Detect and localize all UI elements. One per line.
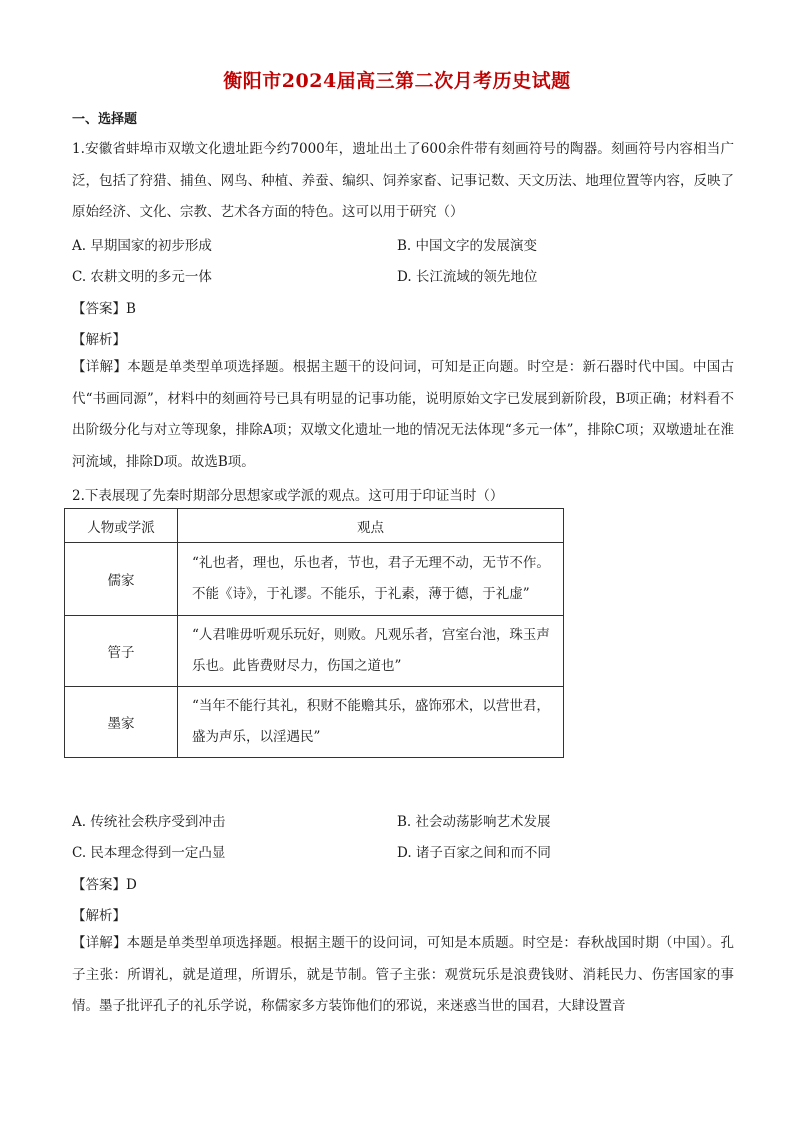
question-1-answer: 【答案】B bbox=[72, 301, 136, 317]
table-cell-school: 墨家 bbox=[65, 687, 178, 758]
question-2-stem: 2.下表展现了先秦时期部分思想家或学派的观点。这可用于印证当时（） bbox=[72, 488, 504, 504]
question-1-option-c: C. 农耕文明的多元一体 bbox=[72, 269, 212, 285]
table-cell-view: “礼也者，理也，乐也者，节也，君子无理不动，无节不作。不能《诗》，于礼谬。不能乐，于礼素，薄于德，于礼虚” bbox=[178, 543, 564, 616]
table-cell-school: 儒家 bbox=[65, 543, 178, 616]
question-2-answer: 【答案】D bbox=[72, 877, 137, 893]
table-header-cell: 观点 bbox=[178, 509, 564, 543]
question-1-option-a: A. 早期国家的初步形成 bbox=[72, 238, 212, 254]
question-2-analysis-label: 【解析】 bbox=[72, 908, 126, 924]
question-2-option-a: A. 传统社会秩序受到冲击 bbox=[72, 814, 226, 830]
question-1-option-d: D. 长江流域的领先地位 bbox=[397, 269, 538, 285]
viewpoints-table bbox=[64, 508, 564, 758]
table-row bbox=[65, 687, 564, 758]
question-2-option-c: C. 民本理念得到一定凸显 bbox=[72, 845, 226, 861]
table-cell-view: “当年不能行其礼，积财不能赡其乐，盛饰邪术，以营世君，盛为声乐，以淫遇民” bbox=[178, 687, 564, 758]
section-heading: 一、选择题 bbox=[72, 112, 138, 127]
document-title: 衡阳市2024届高三第二次月考历史试题 bbox=[223, 70, 571, 92]
question-1-analysis-label: 【解析】 bbox=[72, 332, 126, 348]
question-1-option-b: B. 中国文字的发展演变 bbox=[397, 238, 538, 254]
question-2-option-d: D. 诸子百家之间和而不同 bbox=[397, 845, 551, 861]
table-cell-school: 管子 bbox=[65, 616, 178, 687]
table-header-cell: 人物或学派 bbox=[65, 509, 178, 543]
table-header-row bbox=[65, 509, 564, 543]
table-row bbox=[65, 616, 564, 687]
question-1-detail: 【详解】本题是单类型单项选择题。根据主题干的设问词，可知是正向题。时空是：新石器时代中国。中国古代“书画同源”，材料中的刻画符号已具有明显的记事功能，说明原始文字已发展到新阶段，B项正确；材料看不出阶级分化与对立等现象，排除A项；双墩文化遗址一地的情况无法体现“多元一体”，排除C项；双墩遗址在淮河流域，排除D项。故选B项。 bbox=[72, 359, 734, 470]
question-2-option-b: B. 社会动荡影响艺术发展 bbox=[397, 814, 551, 830]
question-1-stem: 1.安徽省蚌埠市双墩文化遗址距今约7000年，遗址出土了600余件带有刻画符号的陶器。刻画符号内容相当广泛，包括了狩猎、捕鱼、网鸟、种植、养蚕、编织、饲养家畜、记事记数、天文历法、地理位置等内容，反映了原始经济、文化、宗教、艺术各方面的特色。这可以用于研究（） bbox=[72, 141, 734, 220]
question-2-detail: 【详解】本题是单类型单项选择题。根据主题干的设问词，可知是本质题。时空是：春秋战国时期（中国）。孔子主张：所谓礼，就是道理，所谓乐，就是节制。管子主张：观赏玩乐是浪费钱财、消耗民力、伤害国家的事情。墨子批评孔子的礼乐学说，称儒家多方装饰他们的邪说，来迷惑当世的国君，大肆设置音 bbox=[72, 935, 734, 1014]
table-row bbox=[65, 543, 564, 616]
table-cell-view: “人君唯毋听观乐玩好，则败。凡观乐者，宫室台池，珠玉声乐也。此皆费财尽力，伤国之道也” bbox=[178, 616, 564, 687]
